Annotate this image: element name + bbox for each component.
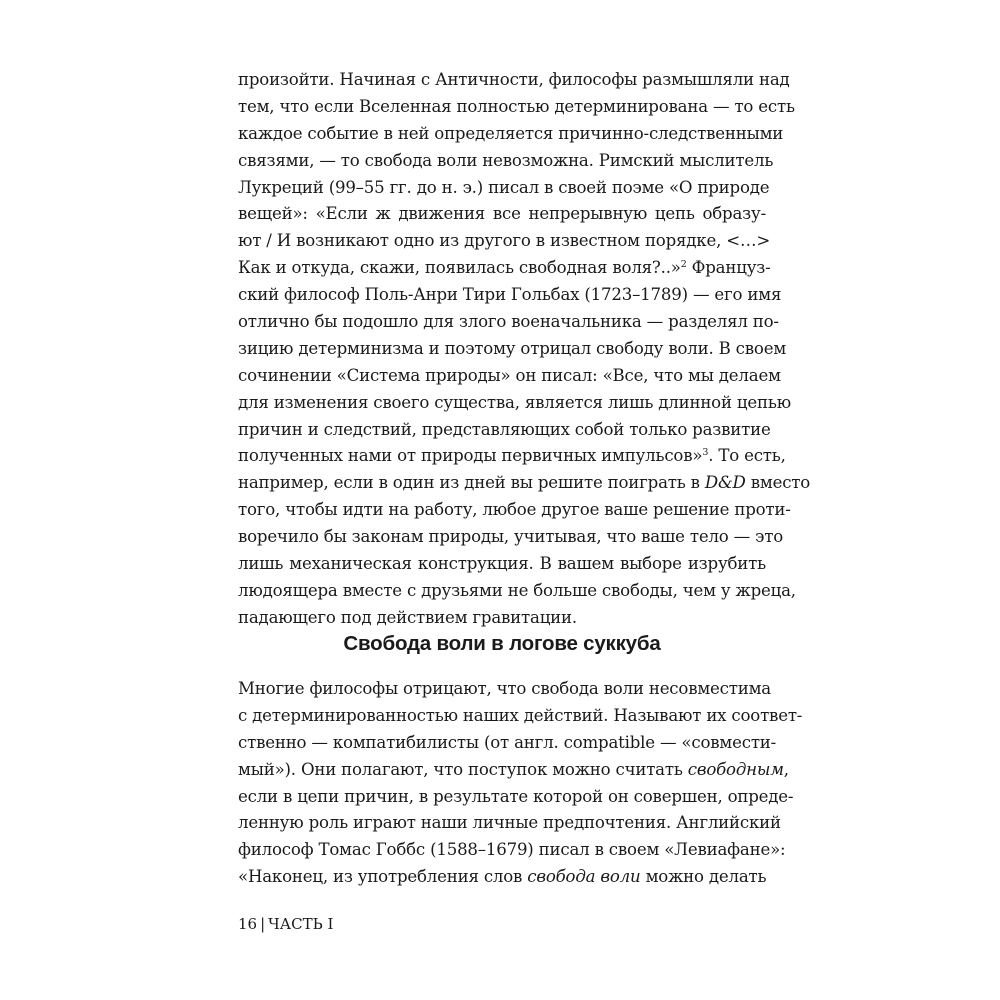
part-label: ЧАСТЬ I <box>268 915 334 933</box>
text-line: философ Томас Гоббс (1588–1679) писал в своем «Левиафане»: <box>238 840 786 860</box>
footnote-ref-2[interactable]: 2 <box>680 259 687 271</box>
text-line <box>238 443 786 470</box>
page-footer <box>238 915 333 933</box>
text-fragment: можно делать <box>640 867 767 887</box>
text-line: с детерминированностью наших действий. Называют их соответ- <box>238 705 803 725</box>
text-line: связями, — то свобода воли невозможна. Римский мыслитель <box>238 150 774 170</box>
text-fragment: полученных нами от природы первичных импульсов» <box>238 446 703 466</box>
text-line: ют / И возникают одно из другого в известном порядке, <…> <box>238 231 771 251</box>
italic-term: D&D <box>704 473 746 493</box>
italic-term: свобода воли <box>527 867 641 887</box>
text-line: произойти. Начиная с Античности, философы размышляли над <box>238 70 790 89</box>
text-fragment: например, если в один из дней вы решите поиграть в <box>238 473 705 493</box>
text-fragment: Как и откуда, скажи, появилась свободная воля?..» <box>238 258 681 278</box>
text-fragment: вместо <box>745 473 811 493</box>
text-fragment: , <box>783 759 789 779</box>
text-line: ленную роль играют наши личные предпочтения. Английский <box>238 813 781 833</box>
text-line: тем, что если Вселенная полностью детерминирована — то есть <box>238 96 795 116</box>
italic-term: свободным <box>687 759 784 779</box>
text-line: воречило бы законам природы, учитывая, что ваше тело — это <box>238 527 783 547</box>
section-heading: Свобода воли в логове суккуба <box>343 632 661 655</box>
body-paragraph-1 <box>238 67 811 632</box>
text-line: лишь механическая конструкция. В вашем выборе изрубить <box>238 554 766 574</box>
page-number: 16 <box>238 915 258 933</box>
text-line <box>238 864 766 891</box>
text-line: ский философ Поль-Анри Тири Гольбах (1723–1789) — его имя <box>238 285 782 305</box>
text-fragment: Француз- <box>686 258 771 278</box>
text-line: отлично бы подошло для злого военачальника — разделял по- <box>238 312 779 332</box>
footer-separator: | <box>260 915 266 933</box>
text-fragment: мый»). Они полагают, что поступок можно считать <box>238 759 688 779</box>
text-line: Лукреций (99–55 гг. до н. э.) писал в своей поэме «О природе <box>238 177 770 197</box>
text-line: людоящера вместе с друзьями не больше свободы, чем у жреца, <box>238 580 796 600</box>
text-fragment: «Наконец, из употребления слов <box>238 867 528 887</box>
text-line: если в цепи причин, в результате которой он совершен, опреде- <box>238 786 794 806</box>
text-line: сочинении «Система природы» он писал: «Все, что мы делаем <box>238 365 781 385</box>
text-fragment: . То есть, <box>708 446 786 466</box>
text-line: вещей»: «Если ж движения все непрерывную цепь образу- <box>238 204 766 224</box>
text-line: ственно — компатибилисты (от англ. compatible — «совмести- <box>238 732 777 752</box>
text-line: для изменения своего существа, является лишь длинной цепью <box>238 392 791 412</box>
footnote-ref-3[interactable]: 3 <box>702 447 709 459</box>
text-line <box>238 255 771 282</box>
text-line: каждое событие в ней определяется причинно-следственными <box>238 123 784 143</box>
body-paragraph-2 <box>238 676 803 891</box>
text-line: того, чтобы идти на работу, любое другое ваше решение проти- <box>238 500 791 520</box>
text-line: причин и следствий, представляющих собой только развитие <box>238 419 771 439</box>
text-line <box>238 757 789 784</box>
text-line: зицию детерминизма и поэтому отрицал свободу воли. В своем <box>238 338 787 358</box>
text-line: Многие философы отрицают, что свобода воли несовместима <box>238 679 771 698</box>
text-line: падающего под действием гравитации. <box>238 607 577 627</box>
text-line <box>238 470 811 497</box>
